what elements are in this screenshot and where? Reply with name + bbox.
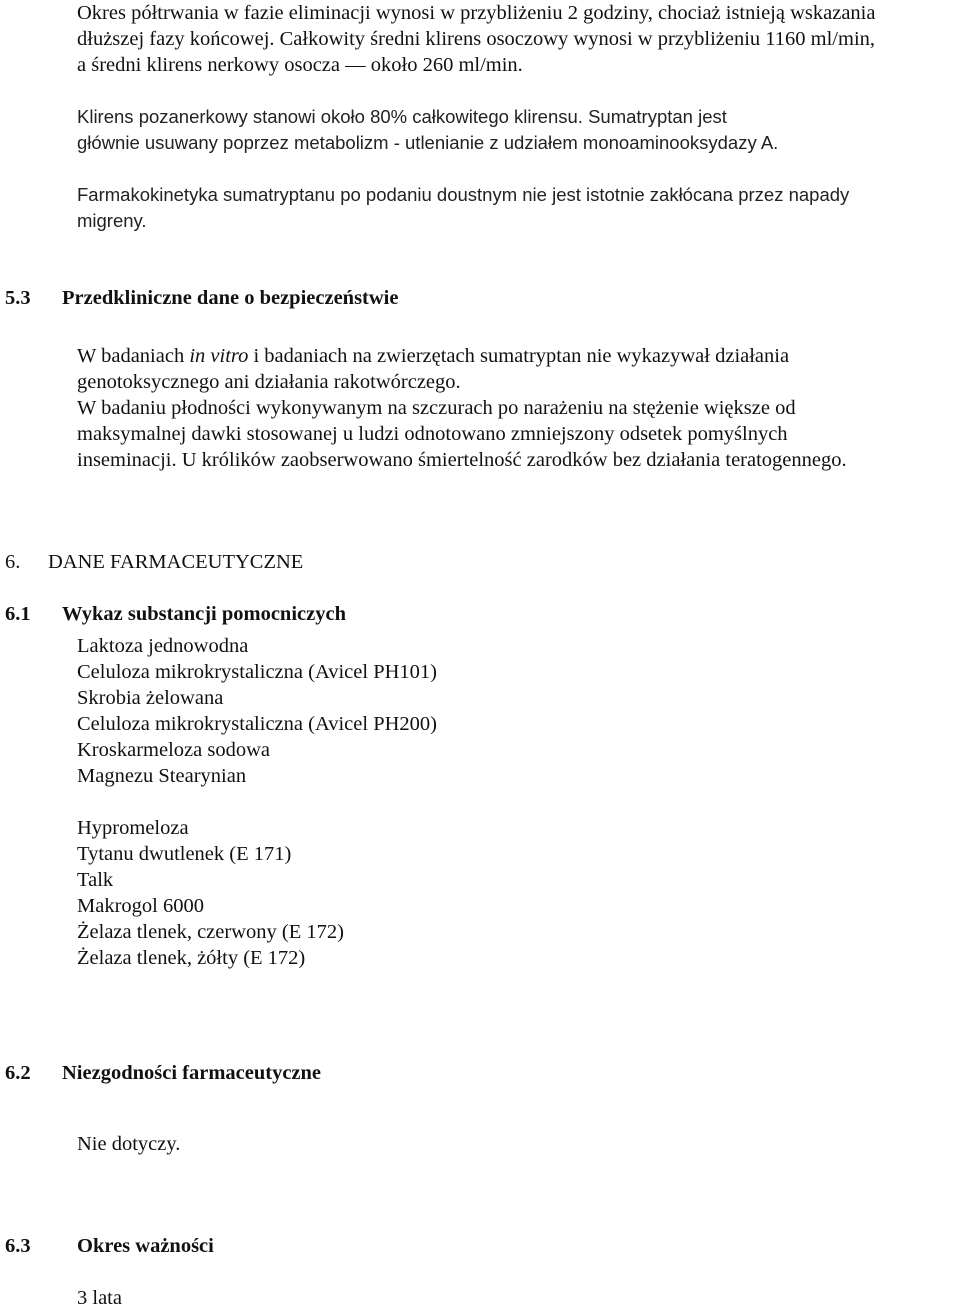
section-6-1-number: 6.1 [5,603,31,625]
top-paragraph-line-1: Okres półtrwania w fazie eliminacji wynosi w przybliżeniu 2 godziny, chociaż istnieją wskazania [77,2,876,24]
farmakokinetyka-paragraph-line-1: Farmakokinetyka sumatryptanu po podaniu doustnym nie jest istotnie zakłócana przez napady [77,184,850,205]
section-6-1-title: Wykaz substancji pomocniczych [62,603,346,625]
list-item: Tytanu dwutlenek (E 171) [77,843,292,865]
section-5-3-title: Przedkliniczne dane o bezpieczeństwie [62,287,399,309]
section-6-number: 6. [5,551,21,573]
section-5-3-paragraph-2-line-1: W badaniu płodności wykonywanym na szczurach po narażeniu na stężenie większe od [77,397,796,419]
section-5-3-paragraph-2-line-2: maksymalnej dawki stosowanej u ludzi odnotowano zmniejszony odsetek pomyślnych [77,423,788,445]
section-5-3-paragraph-1-line-1 [77,343,789,369]
section-6-2-title: Niezgodności farmaceutyczne [62,1062,322,1084]
section-5-3-paragraph-2-line-3: inseminacji. U królików zaobserwowano śmiertelność zarodków bez działania teratogennego. [77,449,847,471]
klirens-paragraph-line-1: Klirens pozanerkowy stanowi około 80% całkowitego klirensu. Sumatryptan jest [77,106,727,127]
section-6-3-body: 3 lata [77,1287,122,1309]
top-paragraph-line-2: dłuższej fazy końcowej. Całkowity średni klirens osoczowy wynosi w przybliżeniu 1160 ml/min, [77,28,876,50]
list-item: Laktoza jednowodna [77,635,249,657]
top-paragraph-line-3: a średni klirens nerkowy osocza — około 260 ml/min. [77,54,523,76]
list-item: Żelaza tlenek, żółty (E 172) [77,947,306,969]
farmakokinetyka-paragraph-line-2: migreny. [77,210,147,231]
line-text-pre: W badaniach [77,345,190,367]
section-5-3-number: 5.3 [5,287,31,309]
excipient-list-group-1 [77,633,437,789]
section-5-3-paragraph-1-line-2: genotoksycznego ani działania rakotwórczego. [77,371,461,393]
list-item: Kroskarmeloza sodowa [77,739,270,761]
line-text-post: i badaniach na zwierzętach sumatryptan nie wykazywał działania [248,345,790,367]
section-6-3-number: 6.3 [5,1235,31,1257]
list-item: Żelaza tlenek, czerwony (E 172) [77,921,344,943]
list-item: Hypromeloza [77,817,189,839]
list-item: Makrogol 6000 [77,895,204,917]
list-item: Celuloza mikrokrystaliczna (Avicel PH101) [77,661,437,683]
section-6-2-number: 6.2 [5,1062,31,1084]
list-item: Magnezu Stearynian [77,765,247,787]
list-item: Skrobia żelowana [77,687,224,709]
section-6-3-title: Okres ważności [77,1235,214,1257]
section-6-2-body: Nie dotyczy. [77,1133,181,1155]
in-vitro-italic: in vitro [189,345,249,367]
section-6-title: DANE FARMACEUTYCZNE [48,551,304,573]
list-item: Talk [77,869,114,891]
list-item: Celuloza mikrokrystaliczna (Avicel PH200) [77,713,437,735]
klirens-paragraph-line-2: głównie usuwany poprzez metabolizm - utlenianie z udziałem monoaminooksydazy A. [77,132,779,153]
excipient-list-group-2 [77,815,344,971]
